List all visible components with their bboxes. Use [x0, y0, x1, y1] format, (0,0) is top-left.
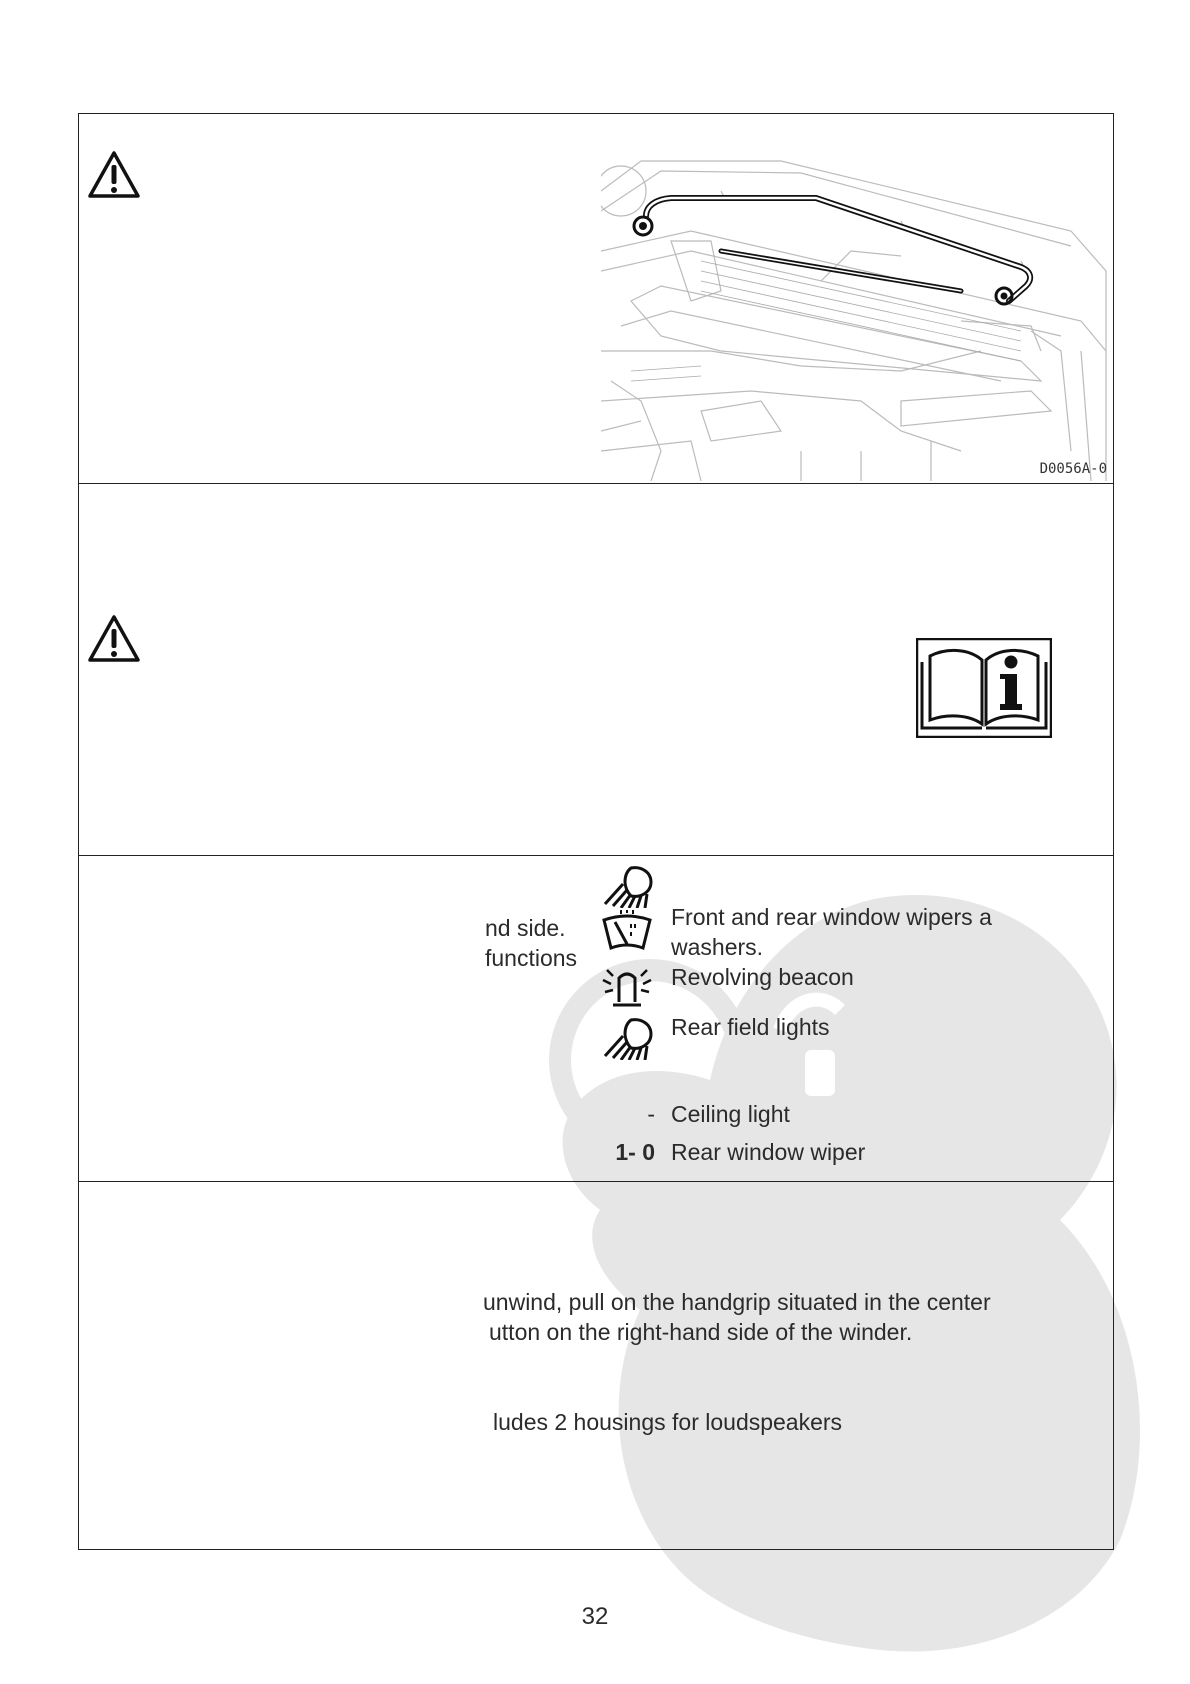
left-fragment-side: nd side. [485, 915, 566, 941]
wipers-label-line1: Front and rear window wipers a [671, 904, 992, 930]
loudspeaker-text: ludes 2 housings for loudspeakers [493, 1409, 843, 1435]
section-sunblind-radio [79, 1182, 1113, 1551]
figure-code: D0056A-0 [1039, 461, 1107, 477]
front-field-lights-icon [601, 864, 653, 908]
warning-triangle-icon [87, 150, 141, 200]
window-wiper-washer-icon [601, 910, 653, 954]
sunblind-text-line2: utton on the right-hand side of the winder. [489, 1319, 913, 1345]
cab-roof-drawing [601, 151, 1111, 481]
beacon-label: Revolving beacon [671, 964, 854, 990]
ceiling-light-label: Ceiling light [671, 1101, 790, 1127]
section-switch-symbols [79, 856, 1113, 1182]
info-book-icon [916, 638, 1052, 738]
section-warning-manual [79, 484, 1113, 856]
ceiling-light-key: - [647, 1101, 655, 1127]
revolving-beacon-icon [601, 964, 653, 1008]
warning-triangle-icon [87, 614, 141, 664]
page-number: 32 [581, 1603, 609, 1630]
section-warning-cab-figure [79, 114, 1113, 484]
cab-roof-figure [601, 151, 1111, 481]
rear-lights-label: Rear field lights [671, 1014, 830, 1040]
left-fragment-functions: functions [485, 945, 578, 971]
sunblind-text-line1: unwind, pull on the handgrip situated in the center [483, 1289, 991, 1315]
rear-wiper-key: 1- 0 [615, 1139, 655, 1165]
rear-field-lights-icon [601, 1016, 653, 1060]
wipers-label-line2: washers. [671, 934, 764, 960]
content-frame [78, 113, 1114, 1550]
rear-wiper-label: Rear window wiper [671, 1139, 866, 1165]
